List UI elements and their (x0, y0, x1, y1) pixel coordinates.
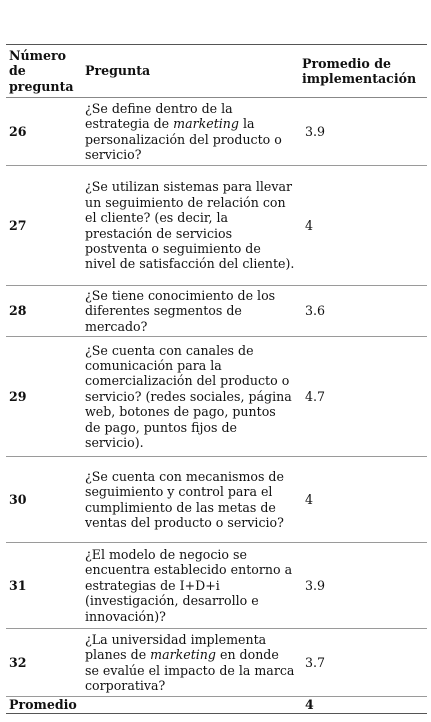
question-average: 4 (299, 166, 427, 286)
question-text-emphasis: marketing (150, 647, 216, 663)
question-average: 3.9 (299, 543, 427, 629)
question-number: 29 (6, 337, 82, 457)
header-implementation-average: Promedio de implementación (299, 45, 427, 98)
implementation-average-table (6, 44, 427, 714)
question-average: 3.7 (299, 629, 427, 697)
average-empty-cell (82, 697, 299, 714)
question-text-part: en donde se evalúe el impacto de la marca corporativa? (85, 647, 295, 693)
header-question-number: Número de pregunta (6, 45, 82, 98)
question-text (82, 543, 299, 629)
question-number: 30 (6, 457, 82, 543)
question-number: 26 (6, 98, 82, 166)
question-text-part: ¿Se tiene conocimiento de los diferentes segmentos de mercado? (85, 287, 276, 334)
header-row (6, 45, 427, 98)
table-header (6, 45, 427, 98)
question-text-part: ¿Se cuenta con mecanismos de seguimiento y control para el cumplimiento de las metas de ventas del producto o servicio? (85, 468, 284, 530)
table-row (6, 337, 427, 457)
question-text-emphasis: marketing (173, 116, 239, 132)
question-text (82, 629, 299, 697)
question-text (82, 286, 299, 337)
question-text (82, 457, 299, 543)
question-number: 32 (6, 629, 82, 697)
question-number: 28 (6, 286, 82, 337)
question-number: 27 (6, 166, 82, 286)
table-row (6, 286, 427, 337)
question-text (82, 166, 299, 286)
question-text (82, 98, 299, 166)
table-row (6, 98, 427, 166)
overall-average-value: 4 (299, 697, 427, 714)
question-number: 31 (6, 543, 82, 629)
average-label: Promedio (6, 697, 82, 714)
question-text-part: ¿Se cuenta con canales de comunicación para la comercialización del producto o servicio? (redes sociales, página web, botones de pago, puntos de pago, puntos fijos de servicio). (85, 342, 292, 451)
table-footer (6, 697, 427, 714)
question-average: 4 (299, 457, 427, 543)
table-row (6, 629, 427, 697)
question-text-part: ¿La universidad implementa planes de (85, 631, 267, 663)
table-row (6, 166, 427, 286)
question-text-part: la personalización del producto o servicio? (85, 116, 282, 162)
average-row (6, 697, 427, 714)
question-text (82, 337, 299, 457)
question-text-part: ¿El modelo de negocio se encuentra establecido entorno a estrategias de I+D+i (investigación, desarrollo e innovación)? (85, 546, 293, 624)
question-average: 3.6 (299, 286, 427, 337)
table-body (6, 98, 427, 697)
question-average: 3.9 (299, 98, 427, 166)
header-question: Pregunta (82, 45, 299, 98)
question-average: 4.7 (299, 337, 427, 457)
table-row (6, 457, 427, 543)
table-row (6, 543, 427, 629)
question-text-part: ¿Se utilizan sistemas para llevar un seguimiento de relación con el cliente? (es decir, la prestación de servicios postventa o seguimiento de nivel de satisfacción del cliente). (85, 179, 295, 272)
question-text-part: ¿Se define dentro de la estrategia de (85, 100, 233, 132)
